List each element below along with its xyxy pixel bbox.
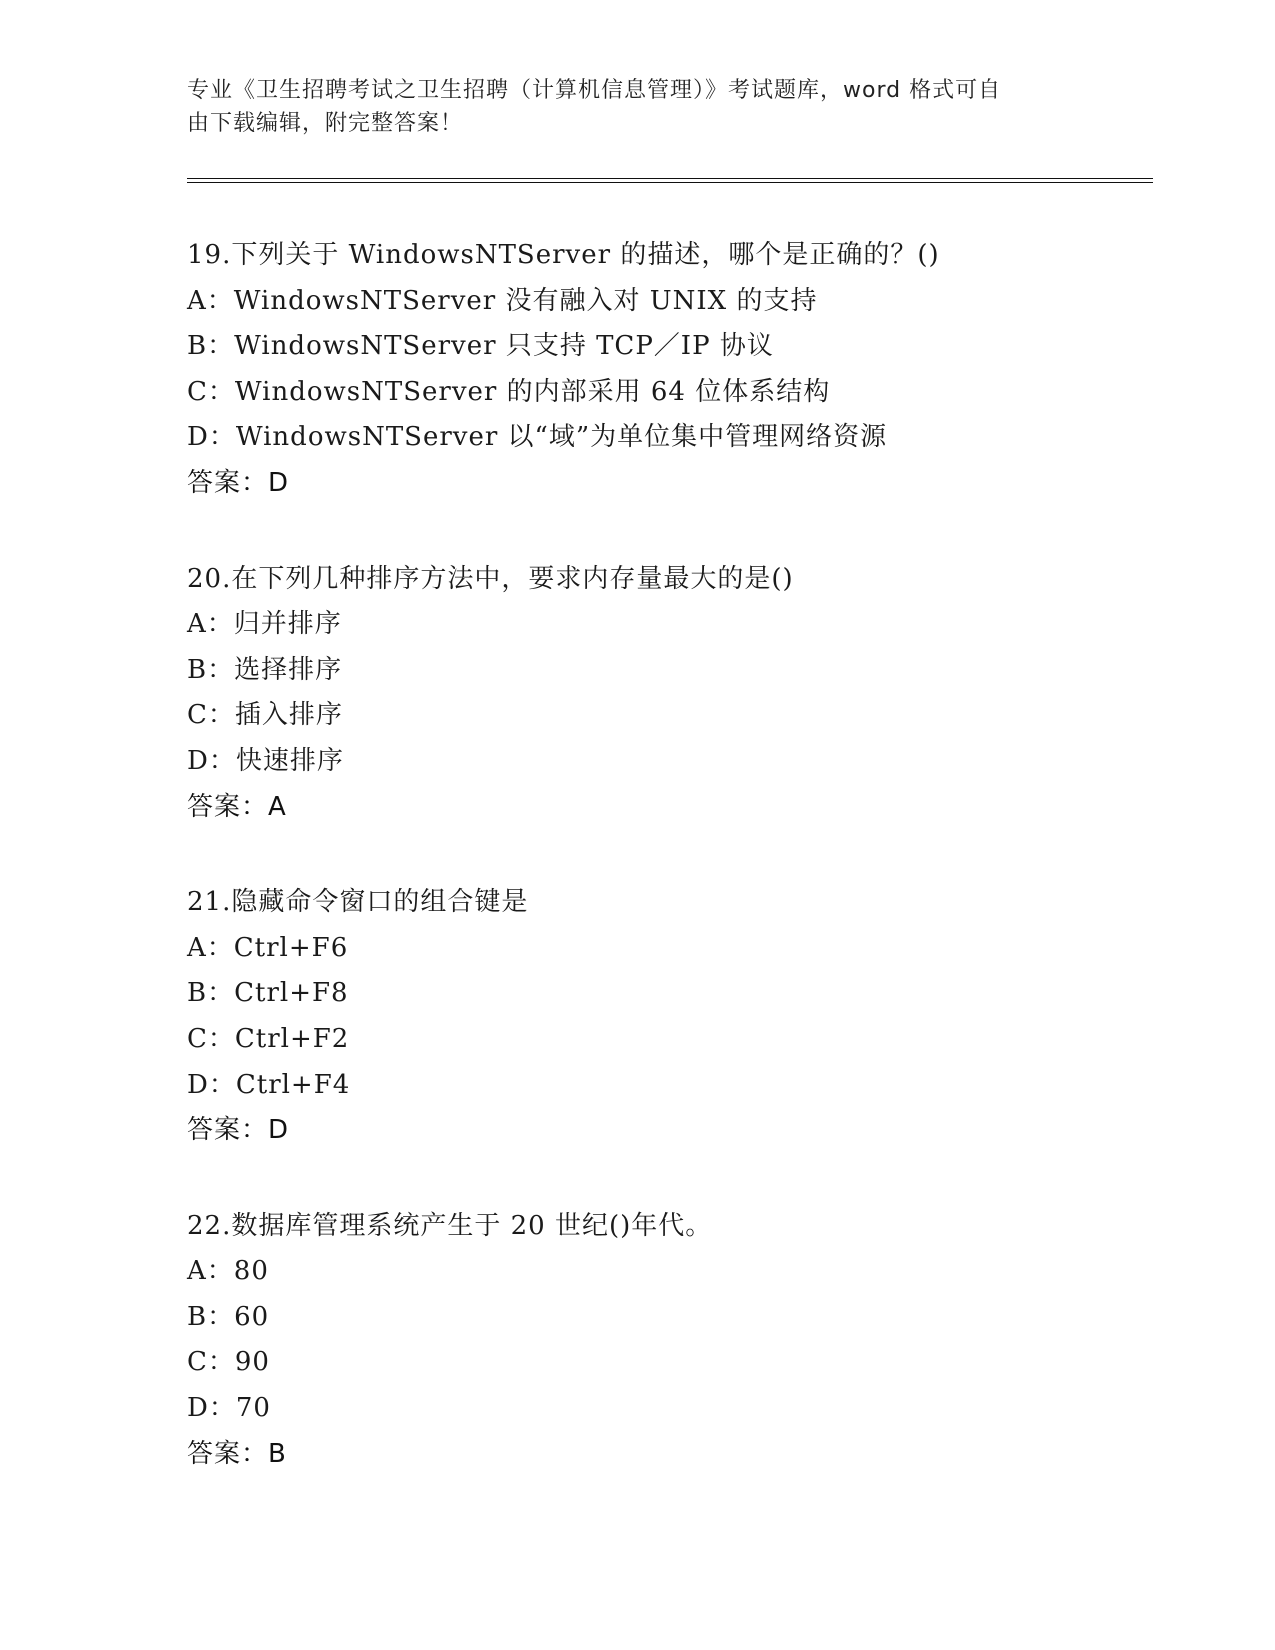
option-c: C：插入排序 [187, 700, 343, 731]
option-d: D：快速排序 [187, 745, 344, 776]
option-d: D：70 [187, 1393, 271, 1424]
header-divider-bottom [187, 182, 1153, 183]
answer-line: 答案：D [187, 467, 290, 498]
option-b: B：Ctrl+F8 [187, 978, 349, 1009]
answer-line: 答案：A [187, 791, 287, 822]
option-a: A：Ctrl+F6 [187, 932, 349, 963]
question-stem: 22.数据库管理系统产生于 20 世纪()年代。 [187, 1210, 713, 1241]
option-b: B：选择排序 [187, 654, 343, 685]
question-stem: 21.隐藏命令窗口的组合键是 [187, 887, 529, 918]
option-d: D：WindowsNTServer 以“域”为单位集中管理网络资源 [187, 422, 888, 453]
option-b: B：WindowsNTServer 只支持 TCP／IP 协议 [187, 331, 774, 362]
document-header [187, 74, 1087, 140]
question-21 [187, 880, 1167, 1154]
question-20 [187, 557, 1167, 831]
question-stem: 19.下列关于 WindowsNTServer 的描述，哪个是正确的？() [187, 240, 940, 270]
option-c: C：90 [187, 1347, 270, 1378]
header-line-1: 专业《卫生招聘考试之卫生招聘（计算机信息管理）》考试题库，word 格式可自 [187, 78, 1002, 103]
option-c: C：Ctrl+F2 [187, 1023, 350, 1054]
header-line-2: 由下载编辑，附完整答案！ [187, 111, 464, 136]
question-list [187, 233, 1167, 1527]
question-22 [187, 1204, 1167, 1478]
option-a: A：归并排序 [187, 609, 342, 640]
option-b: B：60 [187, 1301, 270, 1332]
question-stem: 20.在下列几种排序方法中，要求内存量最大的是() [187, 563, 794, 594]
answer-line: 答案：D [187, 1115, 290, 1146]
header-divider-top [187, 178, 1153, 179]
option-d: D：Ctrl+F4 [187, 1069, 351, 1100]
question-19 [187, 233, 1167, 507]
option-a: A：WindowsNTServer 没有融入对 UNIX 的支持 [187, 285, 818, 316]
option-c: C：WindowsNTServer 的内部采用 64 位体系结构 [187, 376, 831, 407]
option-a: A：80 [187, 1256, 269, 1287]
answer-line: 答案：B [187, 1438, 287, 1469]
